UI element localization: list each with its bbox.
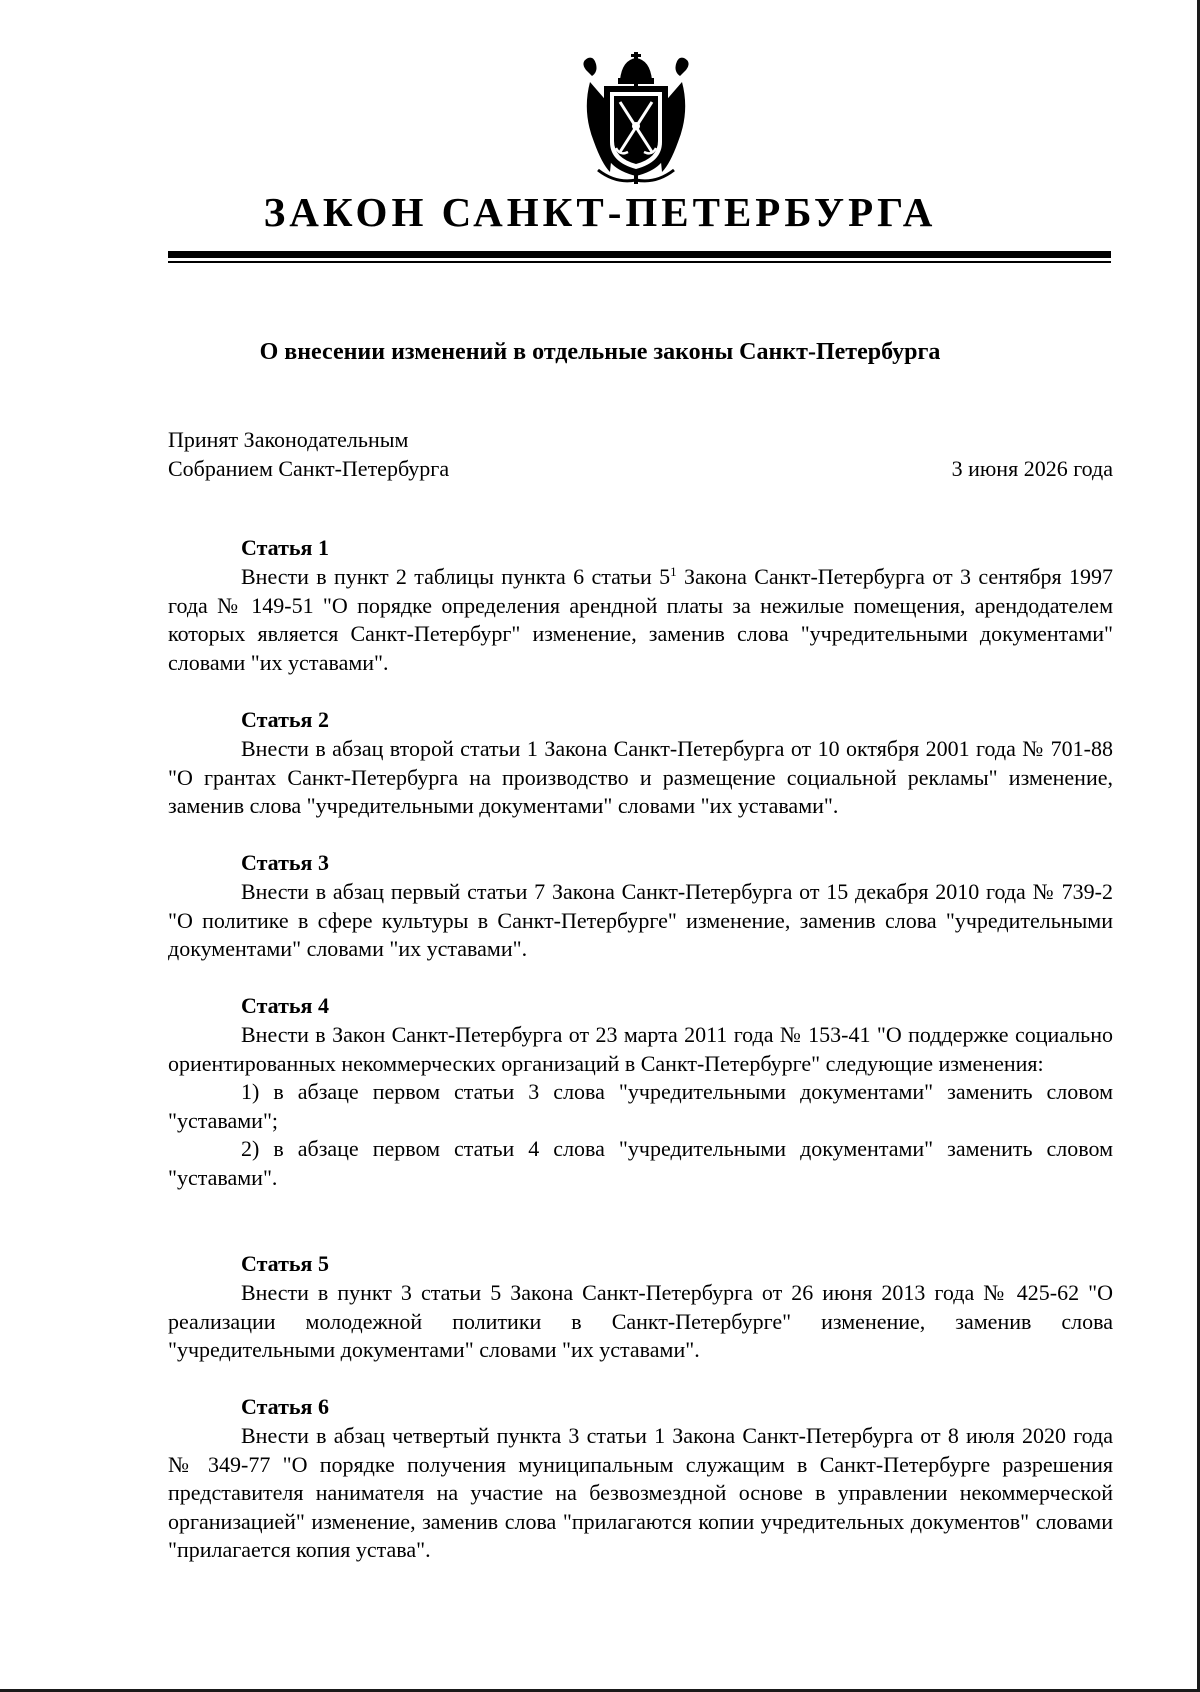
adoption-line-1: Принят Законодательным: [168, 427, 409, 452]
article-list-item: 2) в абзаце первом статьи 4 слова "учредительными документами" заменить словом "уставами".: [168, 1136, 1113, 1190]
article-4: [168, 992, 1113, 1193]
article-paragraph: Внести в абзац первый статьи 7 Закона Санкт-Петербурга от 15 декабря 2010 года № 739-2 "О политике в сфере культуры в Санкт-Петербурге" изменение, заменив слова "учредительными документами" словами "их уставами".: [168, 879, 1113, 962]
article-title: Статья 4: [241, 993, 329, 1018]
adoption-line-2: Собранием Санкт-Петербурга: [168, 456, 450, 481]
article-title: Статья 2: [241, 707, 329, 732]
article-6: [168, 1393, 1113, 1565]
article-text: Внести в пункт 2 таблицы пункта 6 статьи 5: [241, 564, 671, 589]
st-petersburg-coat-of-arms-icon: [576, 52, 696, 184]
adoption-date: 3 июня 2026 года: [951, 456, 1113, 481]
article-paragraph: [168, 563, 1113, 677]
superscript: 1: [670, 564, 677, 579]
title-divider-thick: [168, 251, 1111, 258]
article-text: Закона Санкт-Петербурга от 3 сентября 1997 года № 149-51 "О порядке определения арендной платы за нежилые помещения, арендодателем которых является Санкт-Петербург" изменение, заменив слова "учредительными документами" словами "их уставами".: [168, 564, 1113, 675]
article-paragraph: Внести в Закон Санкт-Петербурга от 23 марта 2011 года № 153-41 "О поддержке социально ориентированных некоммерческих организаций в Санкт-Петербурге" следующие изменения:: [168, 1022, 1113, 1076]
article-2: [168, 706, 1113, 821]
article-list-item: 1) в абзаце первом статьи 3 слова "учредительными документами" заменить словом "уставами";: [168, 1079, 1113, 1133]
article-title: Статья 6: [241, 1394, 329, 1419]
article-paragraph: Внести в пункт 3 статьи 5 Закона Санкт-Петербурга от 26 июня 2013 года № 425-62 "О реализации молодежной политики в Санкт-Петербурге" изменение, заменив слова "учредительными документами" словами "их уставами".: [168, 1280, 1113, 1363]
article-paragraph: Внести в абзац второй статьи 1 Закона Санкт-Петербурга от 10 октября 2001 года № 701-88 "О грантах Санкт-Петербурга на производство и размещение социальной рекламы" изменение, заменив слова "учредительными документами" словами "их уставами".: [168, 736, 1113, 819]
article-3: [168, 849, 1113, 964]
article-title: Статья 1: [241, 535, 329, 560]
article-title: Статья 5: [241, 1251, 329, 1276]
article-1: [168, 534, 1113, 677]
article-title: Статья 3: [241, 850, 329, 875]
title-divider-thin: [168, 261, 1111, 263]
adoption-statement: [168, 425, 449, 483]
document-title: ЗАКОН САНКТ-ПЕТЕРБУРГА: [263, 189, 937, 235]
article-paragraph: Внести в абзац четвертый пункта 3 статьи 1 Закона Санкт-Петербурга от 8 июля 2020 года № 349-77 "О порядке получения муниципальным служащим в Санкт-Петербурге разрешения представителя нанимателя на участие на безвозмездной основе в управлении некоммерческой организацией" изменение, заменив слова "прилагаются копии учредительных документов" словами "прилагается копия устава".: [168, 1423, 1113, 1563]
article-5: [168, 1250, 1113, 1365]
law-subject-heading: О внесении изменений в отдельные законы Санкт-Петербурга: [259, 339, 941, 365]
